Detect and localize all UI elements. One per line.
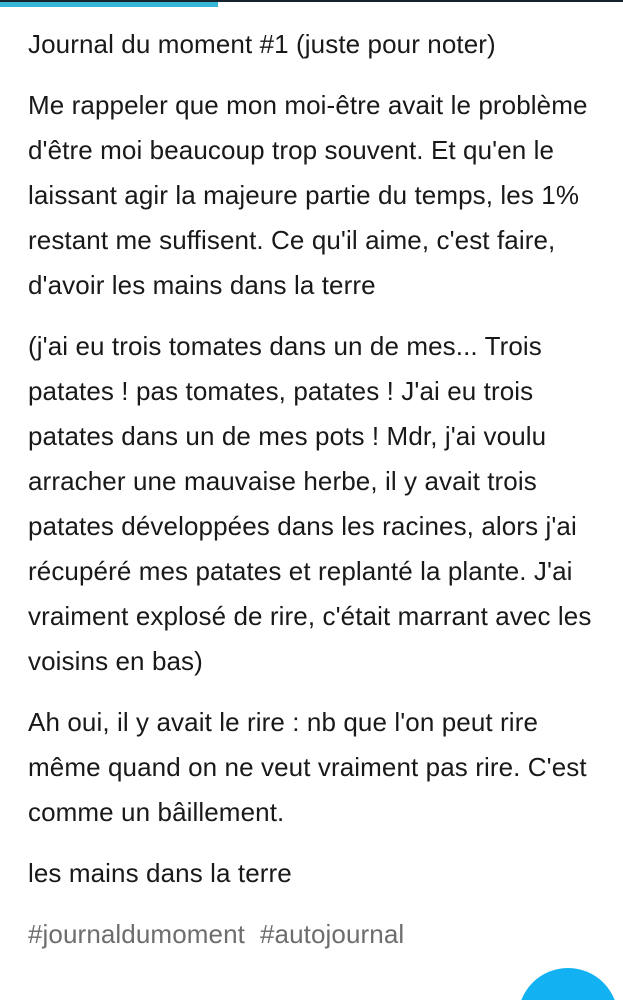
tag-link-autojournal[interactable]: #autojournal	[259, 919, 405, 949]
post-paragraph: Ah oui, il y avait le rire : nb que l'on peut rire même quand on ne veut vraiment pas rire. C'est comme un bâillement.	[28, 707, 587, 827]
tag-list	[28, 912, 597, 957]
compose-fab-button[interactable]	[518, 968, 618, 1000]
post-paragraph: les mains dans la terre	[28, 858, 292, 888]
tag-link-journaldumoment[interactable]: #journaldumoment	[28, 919, 245, 949]
post-paragraph: Me rappeler que mon moi-être avait le problème d'être moi beaucoup trop souvent. Et qu'en le laissant agir la majeure partie du temps, les 1% restant me suffisent. Ce qu'il aime, c'est faire, d'avoir les mains dans la terre	[28, 90, 588, 300]
post-title: Journal du moment #1 (juste pour noter)	[28, 29, 496, 59]
post-paragraph: (j'ai eu trois tomates dans un de mes... Trois patates ! pas tomates, patates ! J'ai eu trois patates dans un de mes pots ! Mdr, j'ai voulu arracher une mauvaise herbe, il y avait trois patates développées dans les racines, alors j'ai récupéré mes patates et replanté la plante. J'ai vraiment explosé de rire, c'était marrant avec les voisins en bas)	[28, 331, 592, 676]
